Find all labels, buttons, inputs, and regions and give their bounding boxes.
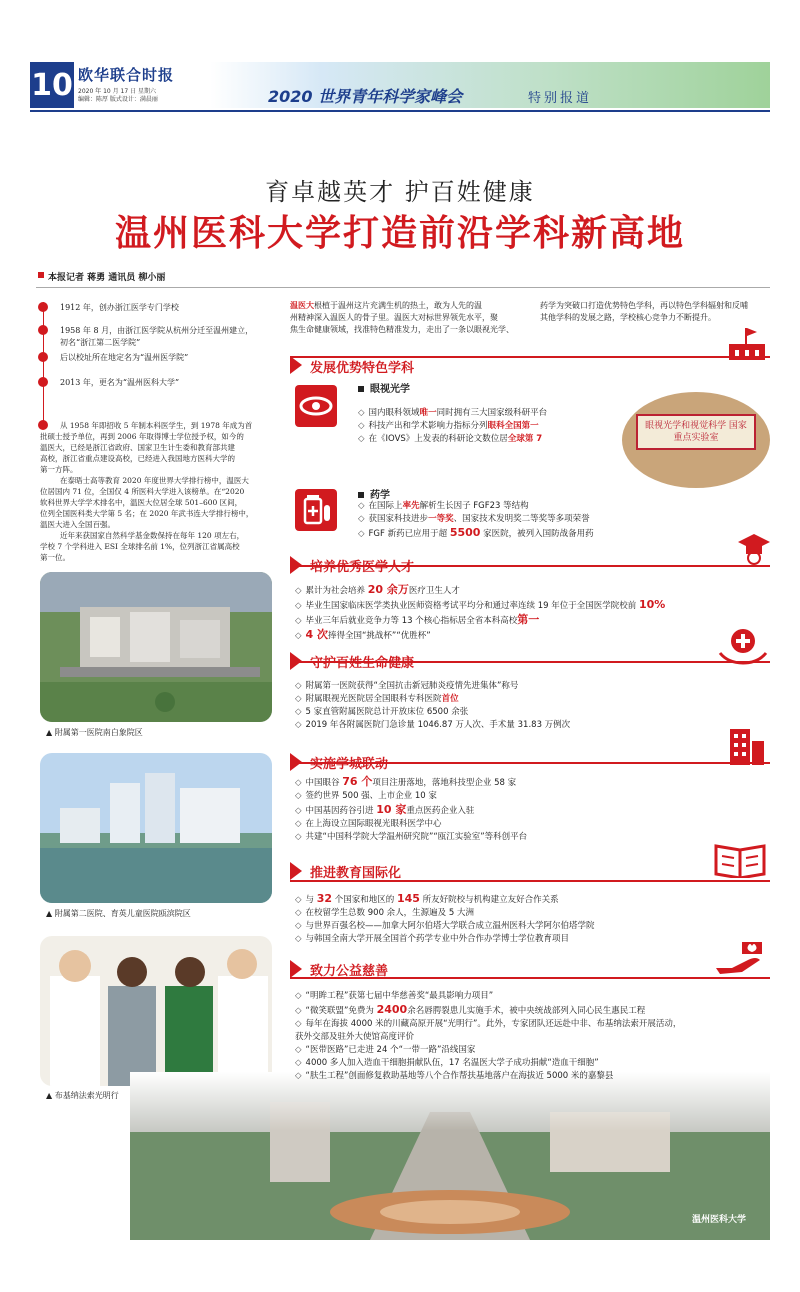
- plaque-text: 眼视光学和视觉科学 国家重点实验室: [636, 414, 756, 450]
- byline: 本报记者 蒋勇 通讯员 柳小丽: [48, 273, 166, 283]
- list-item: ◇ 在国际上率先解析生长因子 FGF23 等结构: [358, 501, 529, 511]
- list-item: ◇ “微笑联盟”免费为 2400余名唇腭裂患儿实施手术，被中央统战部列入同心民生惠民工程: [295, 1003, 646, 1016]
- photo-hospital-2: [40, 753, 272, 903]
- intro-right: [540, 300, 772, 324]
- timeline-item: 后以校址所在地定名为“温州医学院”: [60, 353, 189, 362]
- body-line: 从 1958 年即招收 5 年制本科医学生，到 1978 年成为首: [60, 421, 253, 430]
- medicine-icon: [295, 489, 337, 531]
- list-item: ◇ 5 家直管附属医院总计开放床位 6500 余张: [295, 707, 469, 717]
- body-line: 学校 7 个学科进入 ESI 全球排名前 1%，位列浙江省属高校: [40, 542, 240, 551]
- section-title-6: 致力公益慈善: [310, 964, 389, 979]
- section-title-2: 培养优秀医学人才: [310, 560, 415, 575]
- list-item: ◇ 附属第一医院获得“全国抗击新冠肺炎疫情先进集体”称号: [295, 681, 519, 691]
- intro-line: 州精神深入温医人的骨子里。温医大对标世界领先水平，聚: [290, 313, 498, 322]
- intl-items: [295, 892, 595, 946]
- list-item: ◇ 与 32 个国家和地区的 145 所友好院校与机构建立友好合作关系: [295, 892, 559, 905]
- talent-items: [295, 583, 665, 643]
- subsection-eye: [358, 380, 410, 395]
- building-icon: [726, 725, 768, 765]
- list-item: ◇ 签约世界 500 强、上市企业 10 家: [295, 791, 437, 801]
- list-item: ◇ “医带医路”已走进 24 个“一带一路”沿线国家: [295, 1045, 476, 1055]
- list-item: ◇ 与世界百强名校——加拿大阿尔伯塔大学联合成立温州医科大学阿尔伯塔学院: [295, 921, 595, 931]
- list-item: ◇ 附属眼视光医院居全国眼科专科医院首位: [295, 694, 459, 704]
- photo-hospital-1: [40, 572, 272, 722]
- photo-volunteers: [40, 936, 272, 1086]
- body-line: 位列全国医科类大学第 5 名；在 2020 年武书连大学排行榜中，: [40, 509, 254, 518]
- body-line: 温医大进入全国百强。: [40, 520, 115, 529]
- list-item: ◇ 每年在海拔 4000 米的川藏高原开展“光明行”。此外，专家团队还远赴中非、布基纳法索开展活动，: [295, 1019, 682, 1029]
- banner-title: 2020 世界青年科学家峰会: [268, 87, 463, 106]
- section-marker-icon: [290, 960, 302, 978]
- caption-photo-2: ▲ 附属第二医院、育英儿童医院瓯滨院区: [46, 909, 191, 918]
- graduate-icon: [736, 530, 772, 566]
- section-title-3: 守护百姓生命健康: [310, 656, 415, 671]
- intro-line: 焦生命健康领域，找准特色精准发力，走出了一条以眼视光学、: [290, 325, 514, 334]
- caption-photo-3: ▲ 布基纳法索光明行: [46, 1091, 119, 1100]
- timeline-line: [43, 302, 44, 427]
- body-line: 在泰晤士高等教育 2020 年度世界大学排行榜中，温医大: [60, 476, 249, 485]
- paper-name: 欧华联合时报: [78, 66, 175, 84]
- body-line: 第一位。: [40, 553, 70, 562]
- flag-building-icon: [725, 326, 769, 360]
- article-headline: 温州医科大学打造前沿学科新高地: [114, 213, 685, 254]
- timeline-item: 1958 年 8 月，由浙江医学院从杭州分迁至温州建立，: [60, 326, 254, 335]
- list-item: ◇ 获国家科技进步一等奖、国家技术发明奖二等奖等多项荣誉: [358, 514, 590, 524]
- city-items: [295, 775, 527, 844]
- section-marker-icon: [290, 556, 302, 574]
- body-line: 软科世界大学学术排名中，温医大位居全球 501–600 区间，: [40, 498, 243, 507]
- timeline-item: 1912 年，创办浙江医学专门学校: [60, 303, 179, 312]
- section-marker-icon: [290, 652, 302, 670]
- health-items: [295, 680, 570, 732]
- caption-photo-1: ▲ 附属第一医院南白象院区: [46, 728, 143, 737]
- list-item: ◇ 中国眼谷 76 个项目注册落地，落地科技型企业 58 家: [295, 775, 517, 788]
- subsection-title: 药学: [370, 490, 390, 501]
- body-line: 位居国内 71 位，全国仅 4 所医科大学进入该榜单。在“2020: [40, 487, 245, 496]
- pharmacy-items: [358, 500, 594, 541]
- list-item: ◇ 国内眼科领域唯一同时拥有三大国家级科研平台: [358, 408, 548, 418]
- campus-caption: 温州医科大学: [692, 1215, 747, 1225]
- list-item: ◇ 中国基因药谷引进 10 家重点医药企业入驻: [295, 803, 475, 816]
- left-body: [40, 420, 275, 563]
- hand-icon: [712, 938, 768, 976]
- byline-square-icon: [38, 272, 44, 278]
- page-number: 10: [30, 62, 74, 108]
- list-item: ◇ 共建“中国科学院大学温州研究院”“瓯江实验室”等科创平台: [295, 832, 528, 842]
- date-line: 2020 年 10 月 17 日 星期六: [78, 88, 156, 95]
- timeline-dot: [38, 352, 48, 362]
- charity-items: [295, 990, 681, 1083]
- intro-line: [290, 300, 530, 312]
- campus-photo: [130, 1072, 770, 1240]
- list-item: ◇ “肤生工程”创面修复救助基地等八个合作帮扶基地落户在海拔近 5000 米的嘉黎县: [295, 1071, 614, 1081]
- article-kicker: 育卓越英才 护百姓健康: [265, 178, 535, 206]
- list-item: ◇ 4000 多人加入造血干细胞捐献队伍，17 名温医大学子成功捐献“造血干细胞”: [295, 1058, 599, 1068]
- body-line: 温医大，已经是浙江省政府、国家卫生计生委和教育部共建: [40, 443, 235, 452]
- square-bullet-icon: [358, 492, 364, 498]
- body-line: 近年来获国家自然科学基金数保持在每年 120 项左右，: [60, 531, 245, 540]
- eye-icon: [295, 385, 337, 427]
- list-item: ◇ 2019 年各附属医院门急诊量 1046.87 万人次、手术量 31.83 万例次: [295, 720, 571, 730]
- intro-text: 根植于温州这片充满生机的热土，敢为人先的温: [314, 301, 482, 310]
- editor-line: 编辑：陈厚 版式设计：满晨丽: [78, 96, 158, 103]
- hand-heart-icon: [718, 625, 768, 665]
- list-item: ◇ FGF 新药已应用于超 5500 家医院，被列入国防战备用药: [358, 526, 594, 539]
- timeline-item: 初名“浙江第二医学院”: [60, 338, 141, 347]
- intro-lead: 温医大: [290, 301, 314, 310]
- list-item: ◇ 毕业生国家临床医学类执业医师资格考试平均分和通过率连续 19 年位于全国医学院校前 10%: [295, 598, 666, 611]
- intro-line: 其他学科的发展之路，学校核心竞争力不断提升。: [540, 313, 716, 322]
- divider: [36, 287, 770, 288]
- timeline-dot: [38, 302, 48, 312]
- timeline-dot: [38, 377, 48, 387]
- list-item: ◇ 与韩国全南大学开展全国首个药学专业中外合作办学博士学位教育项目: [295, 934, 570, 944]
- list-item: ◇ 在《IOVS》上发表的科研论文数位居全球第 7: [358, 434, 543, 444]
- subsection-title: 眼视光学: [370, 384, 410, 395]
- timeline-dot: [38, 325, 48, 335]
- lab-plaque-photo: [622, 392, 770, 488]
- section-title-1: 发展优势特色学科: [310, 361, 415, 376]
- intro-left: [290, 300, 530, 336]
- header-rule: [30, 110, 770, 112]
- body-line: 高校，浙江省重点建设高校，已经进入我国地方医科大学的: [40, 454, 235, 463]
- banner-sub: 特别报道: [528, 91, 593, 106]
- list-item: ◇ 毕业三年后就业竞争力等 13 个核心指标居全省本科高校第一: [295, 613, 540, 626]
- intro-line: 药学为突破口打造优势特色学科，再以特色学科辐射和反哺: [540, 301, 748, 310]
- section-title-5: 推进教育国际化: [310, 866, 402, 881]
- eye-items: [358, 407, 547, 446]
- list-item: ◇ “明眸工程”获第七届中华慈善奖“最具影响力项目”: [295, 991, 494, 1001]
- list-item: 获外交部及驻外大使馆高度评价: [295, 1032, 415, 1042]
- subsection-pharmacy: [358, 486, 390, 501]
- list-item: ◇ 科技产出和学术影响力指标分列眼科全国第一: [358, 421, 539, 431]
- section-marker-icon: [290, 356, 302, 374]
- book-icon: [712, 838, 768, 878]
- list-item: ◇ 在校留学生总数 900 余人，生源遍及 5 大洲: [295, 908, 474, 918]
- list-item: ◇ 在上海设立国际眼视光眼科医学中心: [295, 819, 442, 829]
- body-line: 第一方阵。: [40, 465, 78, 474]
- timeline-item: 2013 年，更名为“温州医科大学”: [60, 378, 180, 387]
- body-line: 批硕士授予单位，再到 2006 年取得博士学位授予权，如今的: [40, 432, 244, 441]
- list-item: ◇ 4 次捧得全国“挑战杯”“优胜杯”: [295, 628, 431, 641]
- section-marker-icon: [290, 862, 302, 880]
- square-bullet-icon: [358, 386, 364, 392]
- section-title-4: 实施学城联动: [310, 757, 389, 772]
- section-marker-icon: [290, 753, 302, 771]
- list-item: ◇ 累计为社会培养 20 余万医疗卫生人才: [295, 583, 460, 596]
